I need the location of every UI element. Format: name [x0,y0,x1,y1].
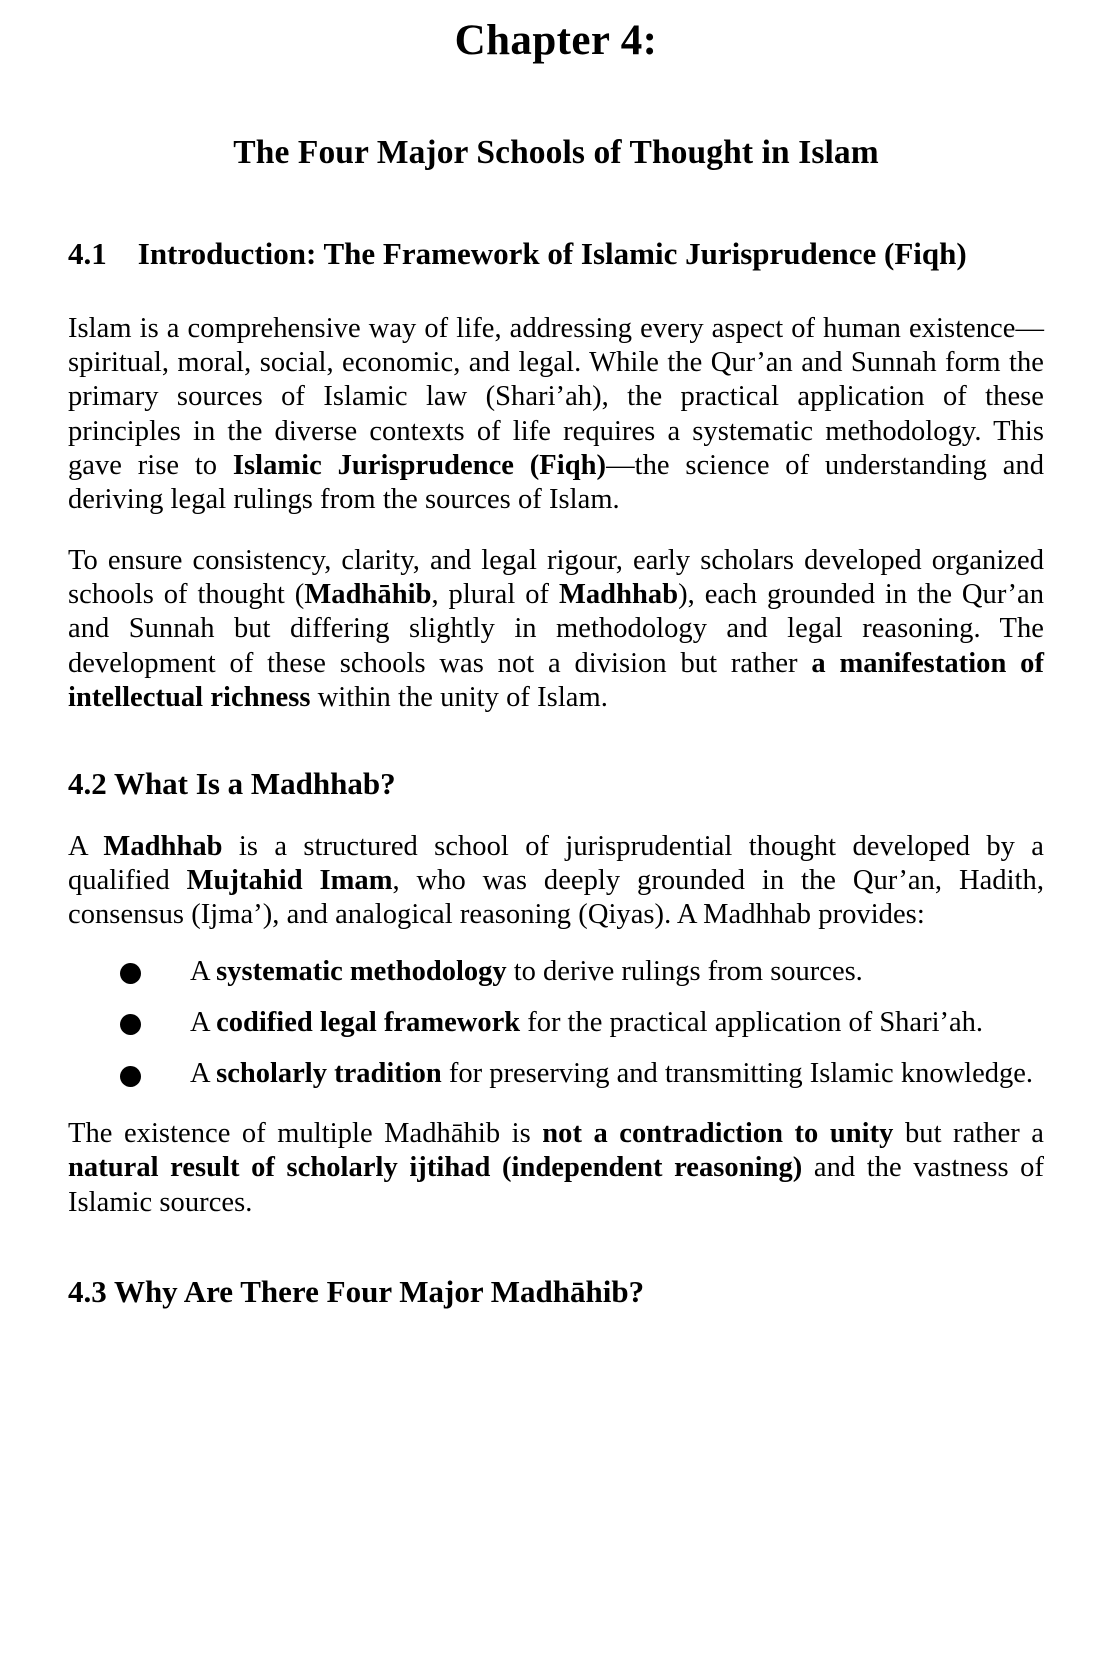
bold-run: Madhāhib [304,579,432,611]
text-run: ), each grounded in the Qur’an and Sunnah but differing slightly in methodology and legal reasoning. The development of these schools was not a division but rather [68,579,1044,679]
text-run: within the unity of Islam. [310,681,608,713]
bold-run: a manifestation of intellectual richness [68,647,1044,713]
text-run: , plural of [431,579,559,611]
text-run: for the practical application of Shari’ah. [520,1006,984,1038]
page-title: Chapter 4: [454,17,658,64]
list-item-text [163,955,1044,989]
text-run: A [190,1006,217,1038]
list-item [68,1006,1044,1040]
list-item-text [163,1006,1044,1040]
madhhab-provides-list [68,955,1044,1092]
bullet-circle-icon [120,963,141,984]
text-run: is a structured school of jurisprudential thought developed by a qualified [68,831,1044,897]
text-run: The existence of multiple Madhāhib is [68,1118,543,1150]
chapter-subtitle: The Four Major Schools of Thought in Islam [233,133,879,171]
text-run: to derive rulings from sources. [506,955,863,987]
bold-run: natural result of scholarly ijtihad (independent reasoning) [68,1152,803,1184]
list-item-text [163,1057,1044,1091]
text-run: and the vastness of Islamic sources. [68,1152,1044,1218]
bullet-circle-icon [120,1014,141,1035]
text-run: A [68,831,104,863]
bold-run: not a contradiction to unity [542,1118,894,1150]
text-run: , who was deeply grounded in the Qur’an, Hadith, consensus (Ijma’), and analogical reasoning (Qiyas). A Madhhab provides: [68,865,1044,931]
text-run: To ensure consistency, clarity, and legal rigour, early scholars developed organized schools of thought ( [68,545,1044,611]
bold-run: Mujtahid Imam [186,865,393,897]
heading-section-4-1: 4.1 Introduction: The Framework of Islamic Jurisprudence (Fiqh) [68,235,967,271]
heading-section-4-3: 4.3 Why Are There Four Major Madhāhib? [68,1273,645,1309]
bullet-circle-icon [120,1066,141,1087]
text-run: Islam is a comprehensive way of life, addressing every aspect of human existence—spiritual, moral, social, economic, and legal. While the Qur’an and Sunnah form the primary sources of Islamic law (Shari’ah), the practical application of these principles in the diverse contexts of life requires a systematic methodology. This gave rise to [68,312,1044,481]
bold-run: codified legal framework [216,1006,521,1038]
paragraph-4-1-1 [68,276,1044,517]
list-item [68,1057,1044,1091]
paragraph-4-2-1 [68,806,1044,933]
bold-run: systematic methodology [216,955,507,987]
bold-run: Islamic Jurisprudence (Fiqh) [232,449,607,481]
list-item [68,955,1044,989]
text-run: for preserving and transmitting Islamic knowledge. [441,1057,1033,1089]
text-run: —the science of understanding and deriving legal rulings from the sources of Islam. [68,449,1045,515]
text-run: A [190,1057,217,1089]
bold-run: Madhhab [103,831,223,863]
bold-run: Madhhab [558,579,679,611]
text-run: A [190,955,217,987]
bold-run: scholarly tradition [216,1057,442,1089]
heading-section-4-2: 4.2 What Is a Madhhab? [68,766,396,801]
bullet-list-container [68,933,1044,1092]
paragraph-4-2-2 [68,1091,1044,1220]
text-run: but rather a [893,1118,1044,1150]
paragraph-4-1-2 [68,517,1044,715]
